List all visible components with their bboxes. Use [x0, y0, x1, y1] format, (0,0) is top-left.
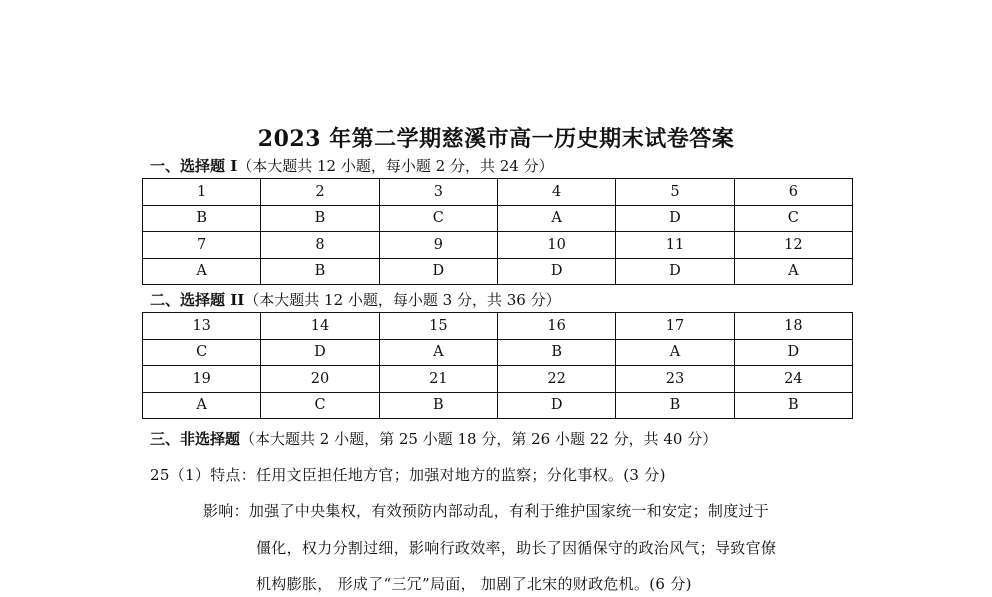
section2-heading: 二、选择题 II	[150, 291, 245, 309]
table-row	[143, 258, 853, 285]
question-number-cell: 9	[379, 232, 497, 259]
answer-cell: B	[734, 392, 852, 419]
question-number-cell: 5	[616, 179, 734, 206]
question-number-cell: 20	[261, 366, 379, 393]
question-number-cell: 6	[734, 179, 852, 206]
question-number-cell: 8	[261, 232, 379, 259]
q25-part1-answer: 25（1）特点：任用文臣担任地方官；加强对地方的监察；分化事权。(3 分)	[150, 466, 666, 484]
question-number-cell: 17	[616, 313, 734, 340]
answer-cell: C	[261, 392, 379, 419]
answer-cell: B	[616, 392, 734, 419]
section3-note: （本大题共 2 小题，第 25 小题 18 分，第 26 小题 22 分，共 40 分）	[240, 430, 718, 448]
question-number-cell: 1	[143, 179, 261, 206]
question-number-cell: 19	[143, 366, 261, 393]
section3-heading: 三、非选择题	[150, 430, 241, 448]
question-number-cell: 7	[143, 232, 261, 259]
answer-cell: D	[497, 392, 615, 419]
question-number-cell: 22	[497, 366, 615, 393]
answer-cell: B	[261, 258, 379, 285]
page-title: 2023 年第二学期慈溪市高一历史期末试卷答案	[257, 126, 735, 152]
answer-cell: A	[616, 339, 734, 366]
section1-header	[150, 155, 554, 176]
answer-cell: A	[734, 258, 852, 285]
question-number-cell: 13	[143, 313, 261, 340]
answer-cell: B	[261, 205, 379, 232]
question-number-cell: 24	[734, 366, 852, 393]
question-number-cell: 12	[734, 232, 852, 259]
answer-cell: A	[497, 205, 615, 232]
section1-note: （本大题共 12 小题，每小题 2 分，共 24 分）	[237, 157, 554, 175]
table-row	[143, 205, 853, 232]
section2-header	[150, 289, 561, 310]
answer-cell: D	[261, 339, 379, 366]
question-number-cell: 2	[261, 179, 379, 206]
table-row	[143, 366, 853, 393]
q25-impact-line3: 机构膨胀， 形成了“三冗”局面， 加剧了北宋的财政危机。(6 分)	[256, 575, 692, 593]
answer-cell: A	[143, 392, 261, 419]
q25-impact-line2: 僵化，权力分割过细，影响行政效率，助长了因循保守的政治风气；导致官僚	[256, 539, 777, 557]
question-number-cell: 11	[616, 232, 734, 259]
answer-cell: C	[143, 339, 261, 366]
table-row	[143, 313, 853, 340]
answer-cell: B	[143, 205, 261, 232]
table-row	[143, 339, 853, 366]
answer-cell: C	[734, 205, 852, 232]
section1-heading: 一、选择题 I	[150, 157, 238, 175]
question-number-cell: 16	[497, 313, 615, 340]
question-number-cell: 3	[379, 179, 497, 206]
question-number-cell: 15	[379, 313, 497, 340]
question-number-cell: 10	[497, 232, 615, 259]
section1-answer-table	[142, 178, 853, 285]
answer-cell: A	[379, 339, 497, 366]
question-number-cell: 14	[261, 313, 379, 340]
q25-impact-line1: 影响：加强了中央集权，有效预防内部动乱，有利于维护国家统一和安定；制度过于	[203, 502, 770, 520]
answer-cell: D	[379, 258, 497, 285]
question-number-cell: 23	[616, 366, 734, 393]
answer-cell: B	[497, 339, 615, 366]
question-number-cell: 21	[379, 366, 497, 393]
answer-cell: B	[379, 392, 497, 419]
question-number-cell: 18	[734, 313, 852, 340]
table-row	[143, 392, 853, 419]
section2-answer-table	[142, 312, 853, 419]
answer-cell: D	[497, 258, 615, 285]
table-row	[143, 232, 853, 259]
answer-cell: D	[734, 339, 852, 366]
table-row	[143, 179, 853, 206]
section3-header	[150, 428, 717, 449]
answer-cell: D	[616, 258, 734, 285]
question-number-cell: 4	[497, 179, 615, 206]
answer-cell: D	[616, 205, 734, 232]
answer-cell: C	[379, 205, 497, 232]
answer-cell: A	[143, 258, 261, 285]
section2-note: （本大题共 12 小题，每小题 3 分，共 36 分）	[244, 291, 561, 309]
